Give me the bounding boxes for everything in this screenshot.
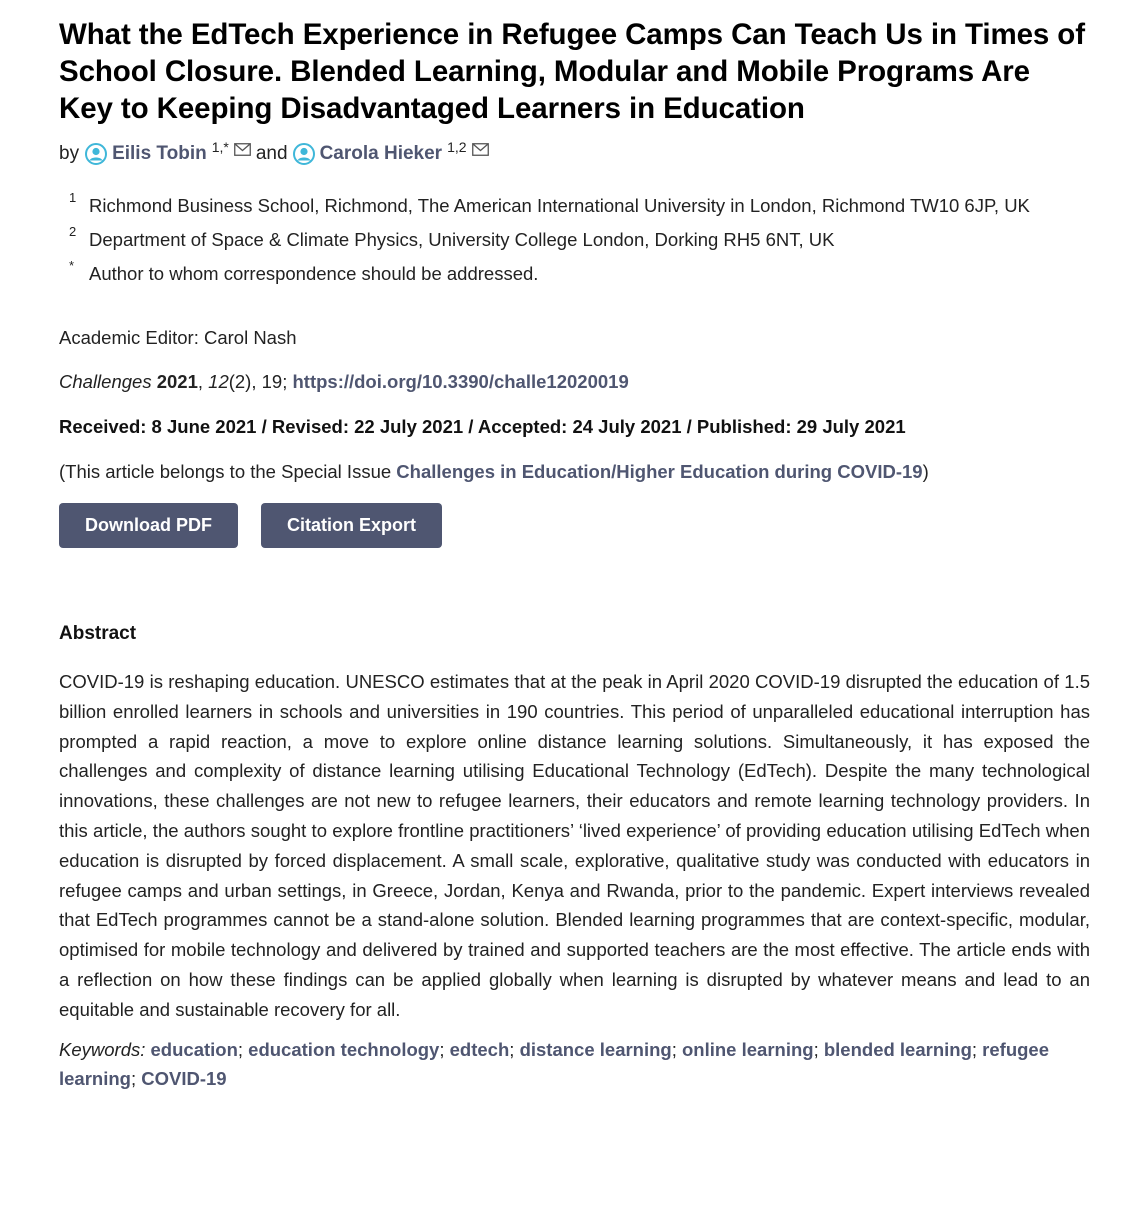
abstract-heading: Abstract	[59, 623, 137, 644]
citation-line: Challenges 2021, 12(2), 19; https://doi.org/10.3390/challe12020019	[59, 371, 629, 392]
keyword-link[interactable]: education technology	[248, 1038, 440, 1060]
keywords-label: Keywords:	[59, 1038, 146, 1060]
action-buttons	[59, 503, 1090, 548]
journal-name: Challenges	[59, 371, 152, 392]
email-icon[interactable]	[472, 143, 489, 156]
user-avatar-icon	[85, 143, 107, 165]
academic-editor: Academic Editor: Carol Nash	[59, 327, 297, 348]
article-page	[0, 16, 1146, 1216]
citation-year: 2021	[156, 371, 198, 392]
keyword-link[interactable]: online learning	[682, 1038, 814, 1060]
special-issue-line	[59, 459, 1090, 485]
keyword-link[interactable]: edtech	[449, 1038, 510, 1060]
author-affiliation-sup: 1,2	[447, 139, 467, 155]
citation-export-button[interactable]: Citation Export	[261, 503, 442, 548]
author-name[interactable]: Eilis Tobin	[112, 143, 207, 164]
doi-link[interactable]: https://doi.org/10.3390/challe12020019	[292, 371, 629, 392]
affiliation-item	[69, 191, 1090, 221]
affiliation-item	[69, 225, 1090, 255]
affiliation-number: *	[69, 258, 75, 273]
email-icon[interactable]	[234, 143, 251, 156]
affiliation-number: 2	[69, 224, 77, 239]
keyword-link[interactable]: distance learning	[519, 1038, 672, 1060]
affiliation-text: Department of Space & Climate Physics, University College London, Dorking RH5 6NT, UK	[89, 229, 835, 250]
author-carola-hieker[interactable]	[293, 141, 443, 167]
citation-issue: (2), 19;	[228, 371, 288, 392]
keyword-link[interactable]: education	[150, 1038, 238, 1060]
affiliation-number: 1	[69, 190, 77, 205]
keyword-link[interactable]: COVID-19	[141, 1068, 227, 1090]
affiliation-text: Richmond Business School, Richmond, The American International University in London, Richmond TW10 6JP, UK	[89, 195, 1030, 216]
special-issue-suffix: )	[922, 461, 929, 482]
keyword-link[interactable]: blended learning	[823, 1038, 972, 1060]
keyword-link[interactable]: refugee learning	[59, 1038, 1049, 1090]
special-issue-prefix: (This article belongs to the Special Issue	[59, 461, 397, 482]
author-eilis-tobin[interactable]	[85, 141, 207, 167]
by-label: by	[59, 143, 80, 164]
affiliations-list	[59, 191, 1090, 289]
citation-volume: 12	[208, 371, 229, 392]
article-title: What the EdTech Experience in Refugee Camps Can Teach Us in Times of School Closure. Blended Learning, Modular and Mobile Programs Are Key to Keeping Disadvantaged Learners in Education	[59, 18, 1085, 125]
keywords-line: Keywords: education; education technology; edtech; distance learning; online learning; blended learning; refugee learning; COVID-19	[59, 1038, 1049, 1090]
and-label: and	[255, 143, 288, 164]
abstract-text: COVID-19 is reshaping education. UNESCO estimates that at the peak in April 2020 COVID-19 disrupted the education of 1.5 billion enrolled learners in schools and universities in 190 countries. This period of unparalleled educational interruption has prompted a rapid reaction, a move to explore online distance learning solutions. Simultaneously, it has exposed the challenges and complexity of distance learning utilising Educational Technology (EdTech). Despite the many technological innovations, these challenges are not new to refugee learners, their educators and remote learning technology providers. In this article, the authors sought to explore frontline practitioners’ ‘lived experience’ of providing education utilising EdTech when education is disrupted by forced displacement. A small scale, explorative, qualitative study was conducted with educators in refugee camps and urban settings, in Greece, Jordan, Kenya and Rwanda, prior to the pandemic. Expert interviews revealed that EdTech programmes cannot be a stand-alone solution. Blended learning programmes that are context-specific, modular, optimised for mobile technology and delivered by trained and supported teachers are the most effective. The article ends with a reflection on how these findings can be applied globally when learning is disrupted by whatever means and lead to an equitable and sustainable recovery for all.	[59, 671, 1090, 1020]
author-affiliation-sup: 1,*	[211, 139, 229, 155]
special-issue-link[interactable]: Challenges in Education/Higher Education during COVID-19	[396, 461, 923, 482]
author-name[interactable]: Carola Hieker	[319, 143, 443, 164]
affiliation-item	[69, 259, 1090, 289]
publication-dates: Received: 8 June 2021 / Revised: 22 July 2021 / Accepted: 24 July 2021 / Published: 29 July 2021	[59, 416, 906, 437]
user-avatar-icon	[293, 143, 315, 165]
author-line	[59, 141, 1090, 167]
affiliation-text: Author to whom correspondence should be addressed.	[89, 263, 539, 284]
download-pdf-button[interactable]: Download PDF	[59, 503, 238, 548]
